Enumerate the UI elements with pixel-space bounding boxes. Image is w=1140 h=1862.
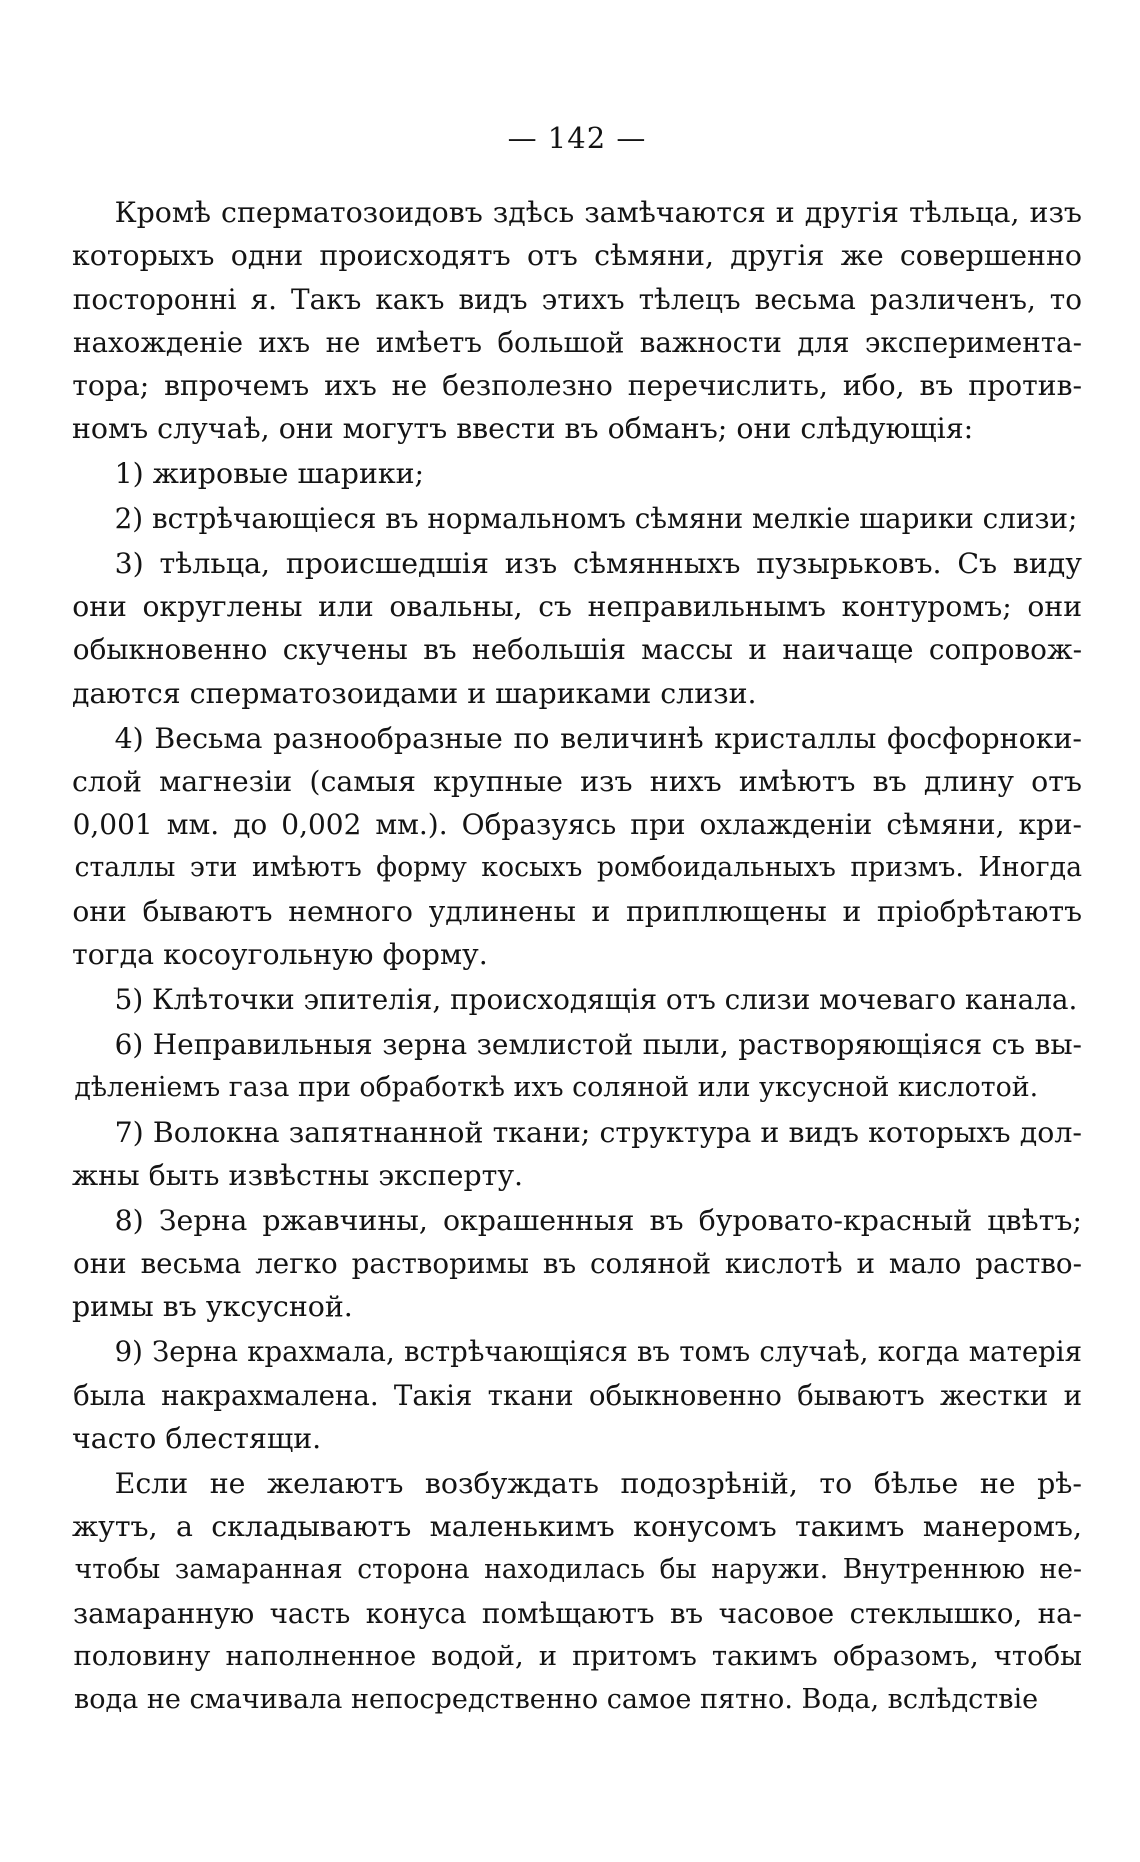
paragraph (72, 1111, 1082, 1198)
text-line: они округлены или овальны, съ неправильнымъ контуромъ; они (72, 590, 1082, 624)
text-line: они весьма легко растворимы въ соляной кислотѣ и мало раство- (73, 1247, 1082, 1281)
text-line: номъ случаѣ, они могутъ ввести въ обманъ; они слѣдующія: (72, 412, 974, 446)
text-line: жутъ, а складываютъ маленькимъ конусомъ такимъ манеромъ, (72, 1509, 1082, 1543)
paragraph (72, 497, 1082, 540)
text-line: вода не смачивала непосредственно самое пятно. Вода, вслѣдствіе (74, 1684, 1039, 1716)
text-line: Кромѣ сперматозоидовъ здѣсь замѣчаются и другія тѣльца, изъ (114, 196, 1082, 229)
page-body (72, 191, 1082, 1721)
book-page (72, 118, 1082, 1723)
text-line: тогда косоугольную форму. (72, 938, 488, 972)
text-line: дѣленіемъ газа при обработкѣ ихъ соляной или уксусной кислотой. (74, 1071, 1039, 1103)
text-line: 6) Неправильныя зерна землистой пыли, растворяющіяся съ вы- (114, 1027, 1082, 1061)
text-line: посторонні я. Такъ какъ видъ этихъ тѣлецъ весьма различенъ, то (72, 282, 1082, 316)
text-line: 8) Зерна ржавчины, окрашенныя въ буровато-красный цвѣтъ; (114, 1203, 1082, 1237)
text-line: 0,001 мм. до 0,002 мм.). Образуясь при охлажденіи сѣмяни, кри- (72, 808, 1082, 842)
text-line: тора; впрочемъ ихъ не безполезно перечислить, ибо, въ против- (72, 369, 1082, 403)
paragraph (72, 542, 1082, 715)
text-line: которыхъ одни происходятъ отъ сѣмяни, другія же совершенно (72, 239, 1082, 273)
text-line: 4) Весьма разнообразные по величинѣ кристаллы фосфорноки- (114, 721, 1082, 755)
text-line: римы въ уксусной. (72, 1290, 353, 1324)
paragraph (72, 978, 1082, 1021)
paragraph (72, 1023, 1082, 1110)
text-line: 2) встрѣчающіеся въ нормальномъ сѣмяни мелкіе шарики слизи; (114, 502, 1078, 536)
text-line: 7) Волокна запятнанной ткани; структура и видъ которыхъ дол- (114, 1115, 1082, 1149)
text-line: даются сперматозоидами и шариками слизи. (72, 676, 757, 710)
text-line: 3) тѣльца, происшедшія изъ сѣмянныхъ пузырьковъ. Съ виду (114, 546, 1082, 580)
text-line: нахожденіе ихъ не имѣетъ большой важности для эксперимента- (73, 325, 1082, 359)
text-line: замаранную часть конуса помѣщаютъ въ часовое стеклышко, на- (73, 1596, 1082, 1630)
paragraph (72, 1330, 1082, 1460)
page-number: — 142 — (507, 121, 647, 155)
text-line: сталлы эти имѣютъ форму косыхъ ромбоидальныхъ призмъ. Иногда (74, 852, 1082, 884)
text-line: 1) жировые шарики; (114, 457, 425, 491)
paragraph (72, 717, 1082, 977)
text-line: Если не желаютъ возбуждать подозрѣній, то бѣлье не рѣ- (114, 1466, 1082, 1500)
text-line: слой магнезіи (самыя крупные изъ нихъ имѣютъ въ длину отъ (72, 764, 1082, 798)
text-line: половину наполненное водой, и притомъ такимъ образомъ, чтобы (73, 1640, 1082, 1672)
paragraph (72, 1462, 1082, 1722)
text-line: 5) Клѣточки эпителія, происходящія отъ слизи мочеваго канала. (114, 982, 1078, 1016)
text-line: жны быть извѣстны эксперту. (72, 1159, 524, 1193)
paragraph (72, 452, 1082, 495)
text-line: 9) Зерна крахмала, встрѣчающіяся въ томъ случаѣ, когда матерія (114, 1335, 1082, 1369)
paragraph (72, 1199, 1082, 1329)
text-line: чтобы замаранная сторона находилась бы наружи. Внутреннюю не- (74, 1554, 1082, 1586)
paragraph (72, 191, 1082, 451)
text-line: часто блестящи. (72, 1421, 322, 1455)
text-line: обыкновенно скучены въ небольшія массы и наичаще сопровож- (72, 633, 1082, 667)
text-line: была накрахмалена. Такія ткани обыкновенно бываютъ жестки и (73, 1378, 1082, 1412)
text-line: они бываютъ немного удлинены и приплющены и пріобрѣтаютъ (72, 894, 1082, 928)
